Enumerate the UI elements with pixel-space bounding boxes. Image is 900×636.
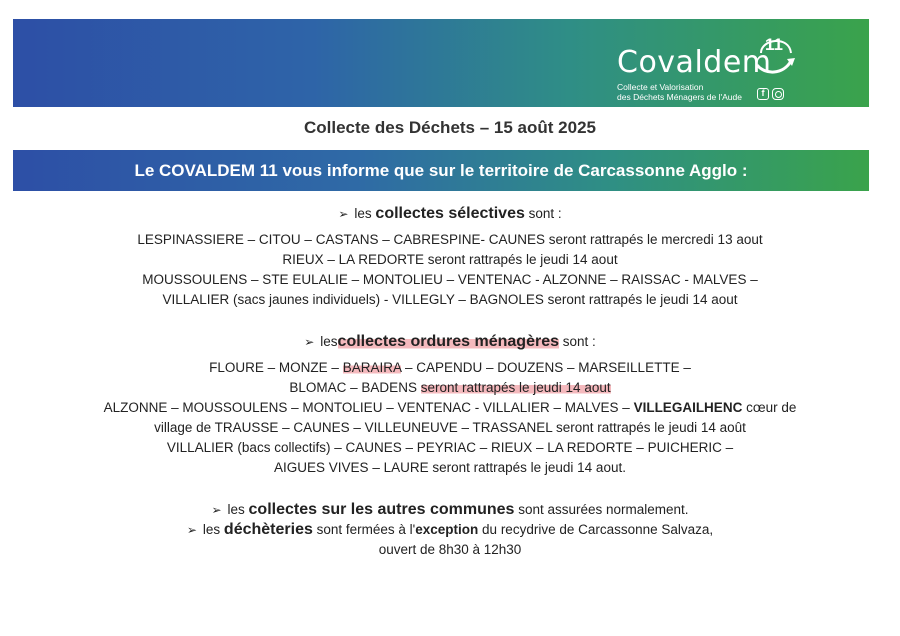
household-line: VILLALIER (bacs collectifs) – CAUNES – PEYRIAC – RIEUX – LA REDORTE – PUICHERIC –: [166, 440, 734, 455]
dechets-prefix: les: [202, 522, 221, 537]
selective-line: VILLALIER (sacs jaunes individuels) - VILLEGLY – BAGNOLES seront rattrapés le jeudi 14 aout: [162, 292, 738, 307]
household-line: [0, 398, 900, 418]
dechets-emphasis: déchèteries: [223, 521, 313, 538]
selective-line: RIEUX – LA REDORTE seront rattrapés le jeudi 14 aout: [282, 252, 618, 267]
bold-town: VILLEGAILHENC: [633, 400, 743, 415]
notice-content: [0, 204, 900, 560]
dechets-suffix: du recydrive de Carcassonne Salvaza,: [482, 522, 714, 537]
highlighted-date: seront rattrapés le jeudi 14 aout: [420, 380, 611, 395]
logo-wordmark: Covaldem: [617, 45, 772, 80]
logo-tagline: [617, 82, 742, 102]
selective-heading: [0, 204, 900, 224]
facebook-icon[interactable]: f: [757, 88, 769, 100]
arrow-bullet-icon: ➢: [304, 335, 315, 349]
household-heading: [0, 332, 900, 352]
household-line-text: FLOURE – MONZE –: [209, 360, 339, 375]
household-line: [0, 358, 900, 378]
dechets-exception: exception: [415, 522, 479, 537]
arrow-bullet-icon: ➢: [338, 207, 349, 221]
header-banner: [13, 19, 869, 107]
household-line-text: cœur de: [746, 400, 797, 415]
household-emphasis: collectes ordures ménagères: [337, 333, 559, 350]
household-suffix: sont :: [562, 334, 596, 349]
others-emphasis: collectes sur les autres communes: [248, 501, 515, 518]
logo-number: 11: [765, 35, 783, 54]
dechets-mid: sont fermées à l': [316, 522, 416, 537]
household-line-text: ALZONNE – MOUSSOULENS – MONTOLIEU – VENTENAC - VILLALIER – MALVES –: [103, 400, 630, 415]
others-heading: [0, 500, 900, 520]
selective-line: MOUSSOULENS – STE EULALIE – MONTOLIEU – VENTENAC - ALZONNE – RAISSAC - MALVES –: [142, 272, 758, 287]
info-banner: Le COVALDEM 11 vous informe que sur le territoire de Carcassonne Agglo :: [13, 150, 869, 191]
household-prefix: les: [320, 334, 338, 349]
dechets-heading: [0, 520, 900, 540]
household-line: village de TRAUSSE – CAUNES – VILLEUNEUVE – TRASSANEL seront rattrapés le jeudi 14 août: [154, 420, 746, 435]
selective-emphasis: collectes sélectives: [375, 205, 525, 222]
household-line-text: BLOMAC – BADENS: [289, 380, 417, 395]
covaldem-logo: [589, 31, 829, 103]
page-title: Collecte des Déchets – 15 août 2025: [304, 118, 596, 137]
social-icons: [757, 88, 784, 100]
others-prefix: les: [227, 502, 245, 517]
household-line-text: – CAPENDU – DOUZENS – MARSEILLETTE –: [405, 360, 691, 375]
household-line: AIGUES VIVES – LAURE seront rattrapés le jeudi 14 aout.: [274, 460, 626, 475]
household-line: [0, 378, 900, 398]
selective-prefix: les: [354, 206, 372, 221]
arrow-bullet-icon: ➢: [186, 523, 197, 537]
selective-suffix: sont :: [528, 206, 562, 221]
instagram-icon[interactable]: [772, 88, 784, 100]
highlighted-town: BARAIRA: [342, 360, 402, 375]
arrow-bullet-icon: ➢: [211, 503, 222, 517]
dechets-hours: ouvert de 8h30 à 12h30: [378, 542, 522, 557]
others-suffix: sont assurées normalement.: [518, 502, 689, 517]
logo-tagline-line-2: des Déchets Ménagers de l'Aude: [617, 92, 742, 102]
logo-tagline-line-1: Collecte et Valorisation: [617, 82, 704, 92]
selective-line: LESPINASSIERE – CITOU – CASTANS – CABRESPINE- CAUNES seront rattrapés le mercredi 13 aout: [137, 232, 763, 247]
